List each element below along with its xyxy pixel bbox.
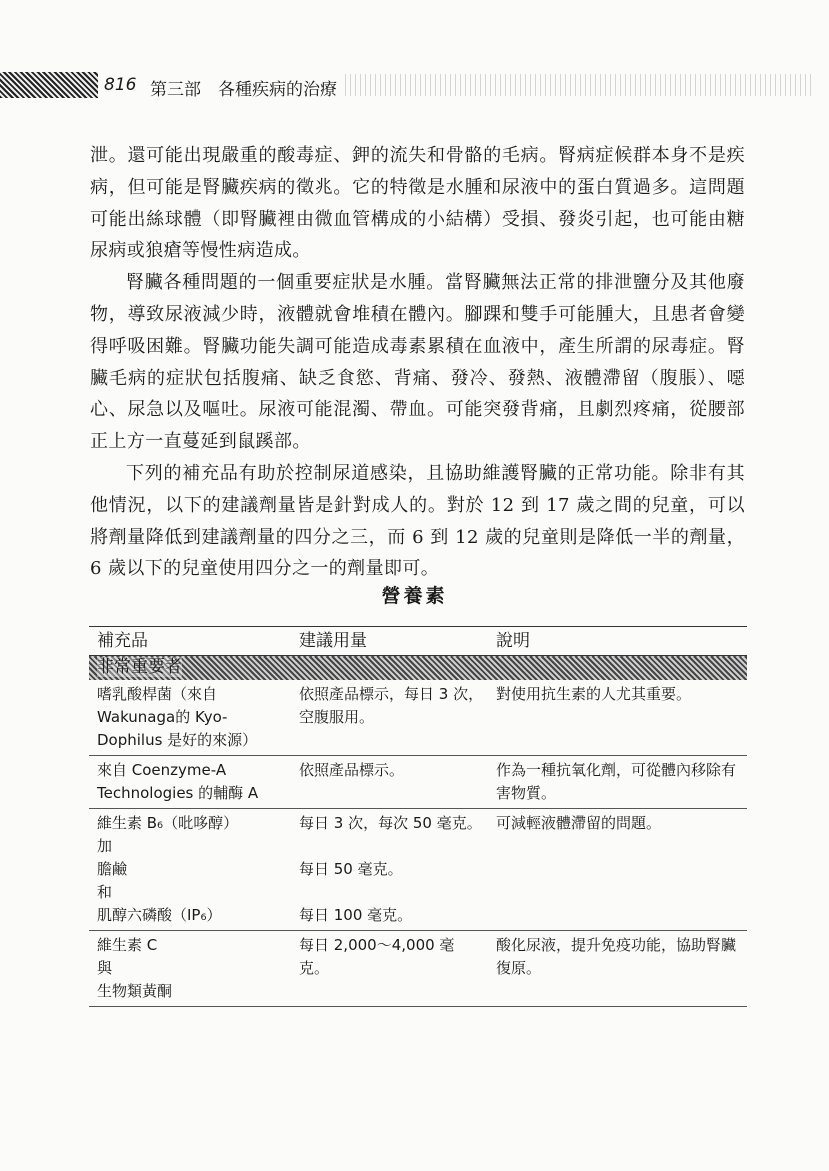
table-row <box>89 756 747 809</box>
note-cell <box>488 680 747 756</box>
cell-line: 和 <box>97 883 113 901</box>
cell-line: 每日 2,000～4,000 毫克。 <box>299 936 455 977</box>
cell-line: 酸化尿液，提升免疫功能，協助腎臟復原。 <box>496 936 737 977</box>
note-cell <box>488 756 747 809</box>
cell-line: 每日 50 毫克。 <box>299 860 403 878</box>
section-title: 第三部 各種疾病的治療 <box>150 80 337 100</box>
cell-line: 每日 3 次，每次 50 毫克。 <box>299 814 482 832</box>
cell-line: 與 <box>97 959 113 977</box>
table-row <box>89 931 747 1007</box>
nutrient-table <box>89 626 747 1007</box>
dosage-cell <box>291 756 488 809</box>
note-cell <box>488 931 747 1007</box>
header-scan-noise <box>345 74 815 96</box>
cell-line: 來自 Coenzyme-A Technologies 的輔酶 A <box>97 761 259 802</box>
paragraph: 腎臟各種問題的一個重要症狀是水腫。當腎臟無法正常的排泄鹽分及其他廢物，導致尿液減少時，液體就會堆積在體內。腳踝和雙手可能腫大，且患者會變得呼吸困難。腎臟功能失調可能造成毒素累積在血液中，產生所謂的尿毒症。腎臟毛病的症狀包括腹痛、缺乏食慾、背痛、發冷、發熱、液體滯留（腹脹）、噁心、尿急以及嘔吐。尿液可能混濁、帶血。可能突發背痛，且劇烈疼痛，從腰部正上方一直蔓延到鼠蹊部。 <box>90 272 745 453</box>
column-header: 建議用量 <box>291 627 488 656</box>
cell-line: 每日 100 毫克。 <box>299 906 413 924</box>
running-header <box>0 66 829 106</box>
note-cell <box>488 809 747 931</box>
header-pattern-band <box>0 72 98 98</box>
cell-line: 維生素 C <box>97 936 158 954</box>
table-header-row <box>89 627 747 656</box>
category-row <box>89 656 747 681</box>
page-number: 816 <box>104 75 137 95</box>
column-header: 說明 <box>488 627 747 656</box>
cell-line: 維生素 B₆（吡哆醇） <box>97 814 239 832</box>
table-row <box>89 680 747 756</box>
supplement-cell <box>89 931 291 1007</box>
cell-line: 生物類黃酮 <box>97 982 173 1000</box>
cell-line <box>299 881 484 904</box>
cell-line: 加 <box>97 837 113 855</box>
column-header: 補充品 <box>89 627 291 656</box>
table-title: 營養素 <box>381 585 448 607</box>
cell-line: 嗜乳酸桿菌（來自 Wakunaga的 Kyo-Dophilus 是好的來源） <box>97 685 258 749</box>
supplement-cell <box>89 680 291 756</box>
cell-line <box>299 835 484 858</box>
cell-line: 可減輕液體滯留的問題。 <box>496 814 662 832</box>
cell-line: 肌醇六磷酸（IP₆） <box>97 906 222 924</box>
body-text <box>90 140 745 585</box>
dosage-cell <box>291 680 488 756</box>
cell-line: 依照產品標示，每日 3 次，空腹服用。 <box>299 685 484 726</box>
category-label: 非常重要者 <box>89 656 747 681</box>
dosage-cell <box>291 931 488 1007</box>
supplement-cell <box>89 756 291 809</box>
paragraph: 泄。還可能出現嚴重的酸毒症、鉀的流失和骨骼的毛病。腎病症候群本身不是疾病，但可能是腎臟疾病的徵兆。它的特徵是水腫和尿液中的蛋白質過多。這問題可能出絲球體（即腎臟裡由微血管構成的小結構）受損、發炎引起，也可能由糖尿病或狼瘡等慢性病造成。 <box>90 145 745 262</box>
cell-line: 作為一種抗氧化劑，可從體內移除有害物質。 <box>496 761 737 802</box>
dosage-cell <box>291 809 488 931</box>
paragraph: 下列的補充品有助於控制尿道感染，且協助維護腎臟的正常功能。除非有其他情況，以下的建議劑量皆是針對成人的。對於 12 到 17 歲之間的兒童，可以將劑量降低到建議劑量的四分之三，而 6 到 12 歲的兒童則是降低一半的劑量，6 歲以下的兒童使用四分之一的劑量即可。 <box>90 462 745 580</box>
table-row <box>89 809 747 931</box>
cell-line: 對使用抗生素的人尤其重要。 <box>496 685 692 703</box>
supplement-cell <box>89 809 291 931</box>
cell-line: 膽鹼 <box>97 860 128 878</box>
cell-line: 依照產品標示。 <box>299 761 405 779</box>
